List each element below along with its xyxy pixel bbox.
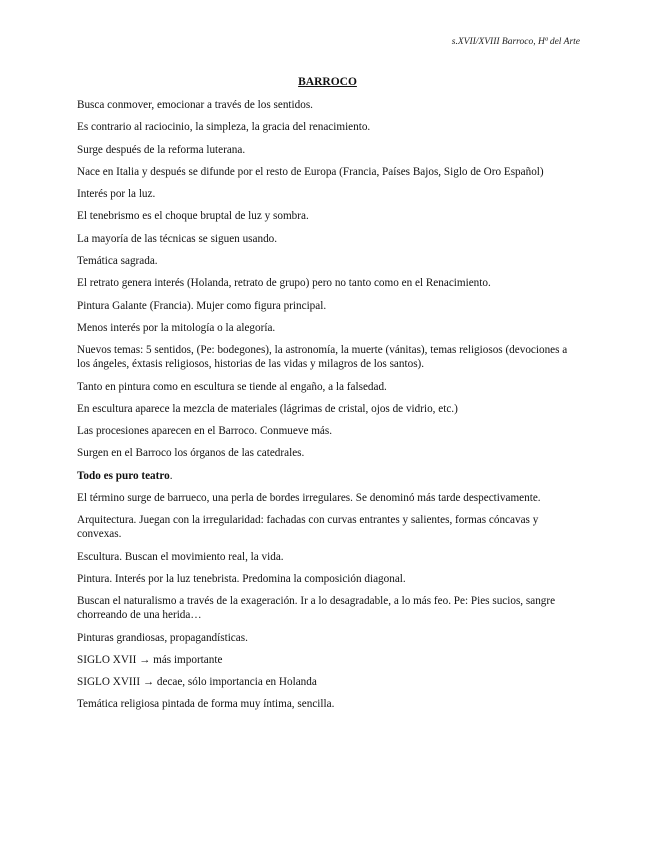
paragraph: En escultura aparece la mezcla de materiales (lágrimas de cristal, ojos de vidrio, etc.) (77, 402, 458, 415)
paragraph: Menos interés por la mitología o la alegoría. (77, 321, 276, 334)
paragraph: Nace en Italia y después se difunde por el resto de Europa (Francia, Países Bajos, Siglo de Oro Español) (77, 165, 544, 178)
paragraph: La mayoría de las técnicas se siguen usando. (77, 232, 278, 245)
paragraph: Pintura. Interés por la luz tenebrista. Predomina la composición diagonal. (77, 572, 406, 585)
paragraph: Busca conmover, emocionar a través de los sentidos. (77, 99, 313, 111)
paragraph: Surge después de la reforma luterana. (77, 143, 246, 156)
paragraph: Pintura Galante (Francia). Mujer como figura principal. (77, 299, 327, 312)
emphasis-text: Todo es puro teatro (77, 469, 170, 482)
paragraph: Nuevos temas: 5 sentidos, (Pe: bodegones), la astronomía, la muerte (vánitas), temas religiosos (devociones a los ángeles, éxtasis religiosos, historias de las vidas y milagros de los santos). (77, 344, 568, 371)
paragraph: SIGLO XVII → más importante (77, 653, 223, 666)
paragraph: Temática religiosa pintada de forma muy íntima, sencilla. (77, 698, 335, 711)
emphasis-paragraph (77, 469, 577, 483)
paragraph: Temática sagrada. (77, 255, 158, 268)
page-header: s.XVII/XVIII Barroco, Hª del Arte (451, 37, 580, 47)
paragraph: Interés por la luz. (77, 188, 156, 201)
paragraph: Escultura. Buscan el movimiento real, la vida. (77, 550, 284, 563)
paragraph: Es contrario al raciocinio, la simpleza, la gracia del renacimiento. (77, 121, 371, 134)
paragraph: Las procesiones aparecen en el Barroco. Conmueve más. (77, 425, 333, 438)
document-title: BARROCO (298, 76, 357, 88)
paragraph: Arquitectura. Juegan con la irregularidad: fachadas con curvas entrantes y salientes, formas cóncavas y convexas. (77, 514, 539, 541)
paragraph: El término surge de barrueco, una perla de bordes irregulares. Se denominó más tarde despectivamente. (77, 492, 541, 505)
paragraph: Buscan el naturalismo a través de la exageración. Ir a lo desagradable, a lo más feo. Pe: Pies sucios, sangre chorreando de una herida… (77, 595, 556, 622)
paragraph: El tenebrismo es el choque bruptal de luz y sombra. (77, 210, 309, 223)
emphasis-period: . (169, 469, 173, 482)
paragraph: Surgen en el Barroco los órganos de las catedrales. (77, 447, 305, 460)
paragraph: SIGLO XVIII → decae, sólo importancia en Holanda (77, 676, 317, 689)
paragraph: El retrato genera interés (Holanda, retrato de grupo) pero no tanto como en el Renacimiento. (77, 277, 491, 290)
document-body (77, 98, 577, 720)
paragraph: Tanto en pintura como en escultura se tiende al engaño, a la falsedad. (77, 380, 387, 393)
paragraph: Pinturas grandiosas, propagandísticas. (77, 631, 248, 644)
